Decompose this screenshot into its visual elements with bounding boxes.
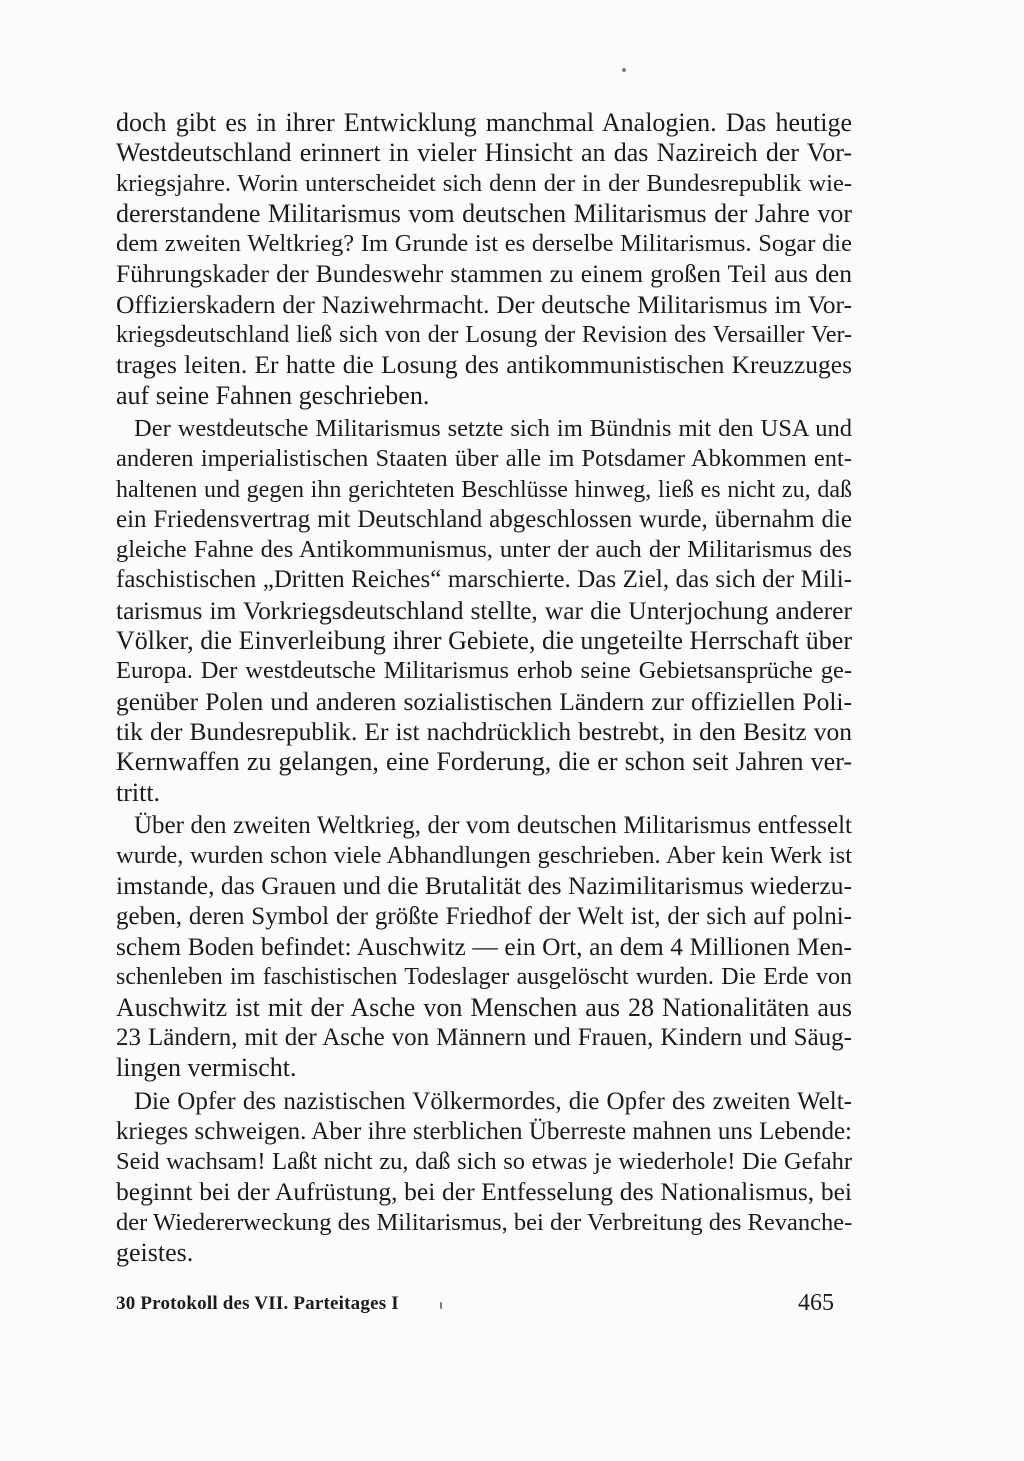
text-line: 23 Ländern, mit der Asche von Männern und Frauen, Kindern und Säug- xyxy=(116,1023,852,1051)
text-line: faschistischen „Dritten Reiches“ marschierte. Das Ziel, das sich der Mili- xyxy=(116,566,852,594)
text-line: doch gibt es in ihrer Entwicklung manchmal Analogien. Das heutige xyxy=(116,108,852,137)
paragraph-2 xyxy=(116,414,852,808)
page-number: 465 xyxy=(798,1290,834,1316)
text-line: tritt. xyxy=(116,777,161,807)
text-line: trages leiten. Er hatte die Losung des antikommunistischen Kreuzzuges xyxy=(116,350,852,380)
print-speck xyxy=(622,68,626,72)
text-line: Seid wachsam! Laßt nicht zu, daß sich so etwas je wiederhole! Die Gefahr xyxy=(116,1148,852,1176)
text-line: Europa. Der westdeutsche Militarismus erhob seine Gebietsansprüche ge- xyxy=(116,657,852,685)
text-line: auf seine Fahnen geschrieben. xyxy=(116,380,430,410)
text-line: Die Opfer des nazistischen Völkermordes, die Opfer des zweiten Welt- xyxy=(134,1087,852,1115)
text-line: ein Friedensvertrag mit Deutschland abgeschlossen wurde, übernahm die xyxy=(116,505,852,533)
paragraph-3 xyxy=(116,811,852,1084)
text-line: dem zweiten Weltkrieg? Im Grunde ist es derselbe Militarismus. Sogar die xyxy=(116,230,852,258)
paragraph-4 xyxy=(116,1087,852,1269)
text-line: Der westdeutsche Militarismus setzte sich im Bündnis mit den USA und xyxy=(134,414,852,442)
text-line: der Wiedererweckung des Militarismus, bei der Verbreitung des Revanche- xyxy=(116,1208,852,1236)
text-line: Führungskader der Bundeswehr stammen zu einem großen Teil aus den xyxy=(116,259,852,289)
text-line: Offizierskadern der Naziwehrmacht. Der deutsche Militarismus im Vor- xyxy=(116,289,852,319)
text-line: kriegsjahre. Worin unterscheidet sich denn der in der Bundesrepublik wie- xyxy=(116,169,852,197)
text-line: Auschwitz ist mit der Asche von Menschen aus 28 Nationalitäten aus xyxy=(116,992,852,1022)
text-line: gleiche Fahne des Antikommunismus, unter der auch der Militarismus des xyxy=(116,536,852,564)
text-line: imstande, das Grauen und die Brutalität des Nazimilitarismus wiederzu- xyxy=(116,871,852,901)
text-line: Über den zweiten Weltkrieg, der vom deutschen Militarismus entfesselt xyxy=(134,811,852,839)
text-line: beginnt bei der Aufrüstung, bei der Entfesselung des Nationalismus, bei xyxy=(116,1177,852,1207)
paragraph-1 xyxy=(116,108,852,411)
body-text xyxy=(116,108,852,1268)
text-line: Westdeutschland erinnert in vieler Hinsicht an das Nazireich der Vor- xyxy=(116,138,852,168)
text-line: Kernwaffen zu gelangen, eine Forderung, die er schon seit Jahren ver- xyxy=(116,747,852,777)
text-line: dererstandene Militarismus vom deutschen Militarismus der Jahre vor xyxy=(116,198,852,228)
text-line: kriegsdeutschland ließ sich von der Losung der Revision des Versailler Ver- xyxy=(116,322,852,349)
print-signature: 30 Protokoll des VII. Parteitages I xyxy=(116,1293,399,1314)
text-line: schem Boden befindet: Auschwitz — ein Ort, an dem 4 Millionen Men- xyxy=(116,932,852,962)
text-line: geistes. xyxy=(116,1237,194,1267)
text-line: anderen imperialistischen Staaten über alle im Potsdamer Abkommen ent- xyxy=(116,445,852,473)
text-line: krieges schweigen. Aber ihre sterblichen Überreste mahnen uns Lebende: xyxy=(116,1117,852,1145)
text-line: schenleben im faschistischen Todeslager ausgelöscht wurden. Die Erde von xyxy=(116,964,852,991)
text-line: Völker, die Einverleibung ihrer Gebiete, die ungeteilte Herrschaft über xyxy=(116,626,852,656)
text-line: tarismus im Vorkriegsdeutschland stellte, war die Unterjochung anderer xyxy=(116,595,852,625)
text-line: tik der Bundesrepublik. Er ist nachdrücklich bestrebt, in den Besitz von xyxy=(116,716,852,746)
page-footer xyxy=(116,1290,852,1322)
text-line: haltenen und gegen ihn gerichteten Beschlüsse hinweg, ließ es nicht zu, daß xyxy=(116,476,852,503)
text-line: lingen vermischt. xyxy=(116,1053,297,1083)
text-line: wurde, wurden schon viele Abhandlungen geschrieben. Aber kein Werk ist xyxy=(116,842,852,870)
text-line: geben, deren Symbol der größte Friedhof der Welt ist, der sich auf polni- xyxy=(116,902,852,930)
text-line: genüber Polen und anderen sozialistischen Ländern zur offiziellen Poli- xyxy=(116,686,852,716)
